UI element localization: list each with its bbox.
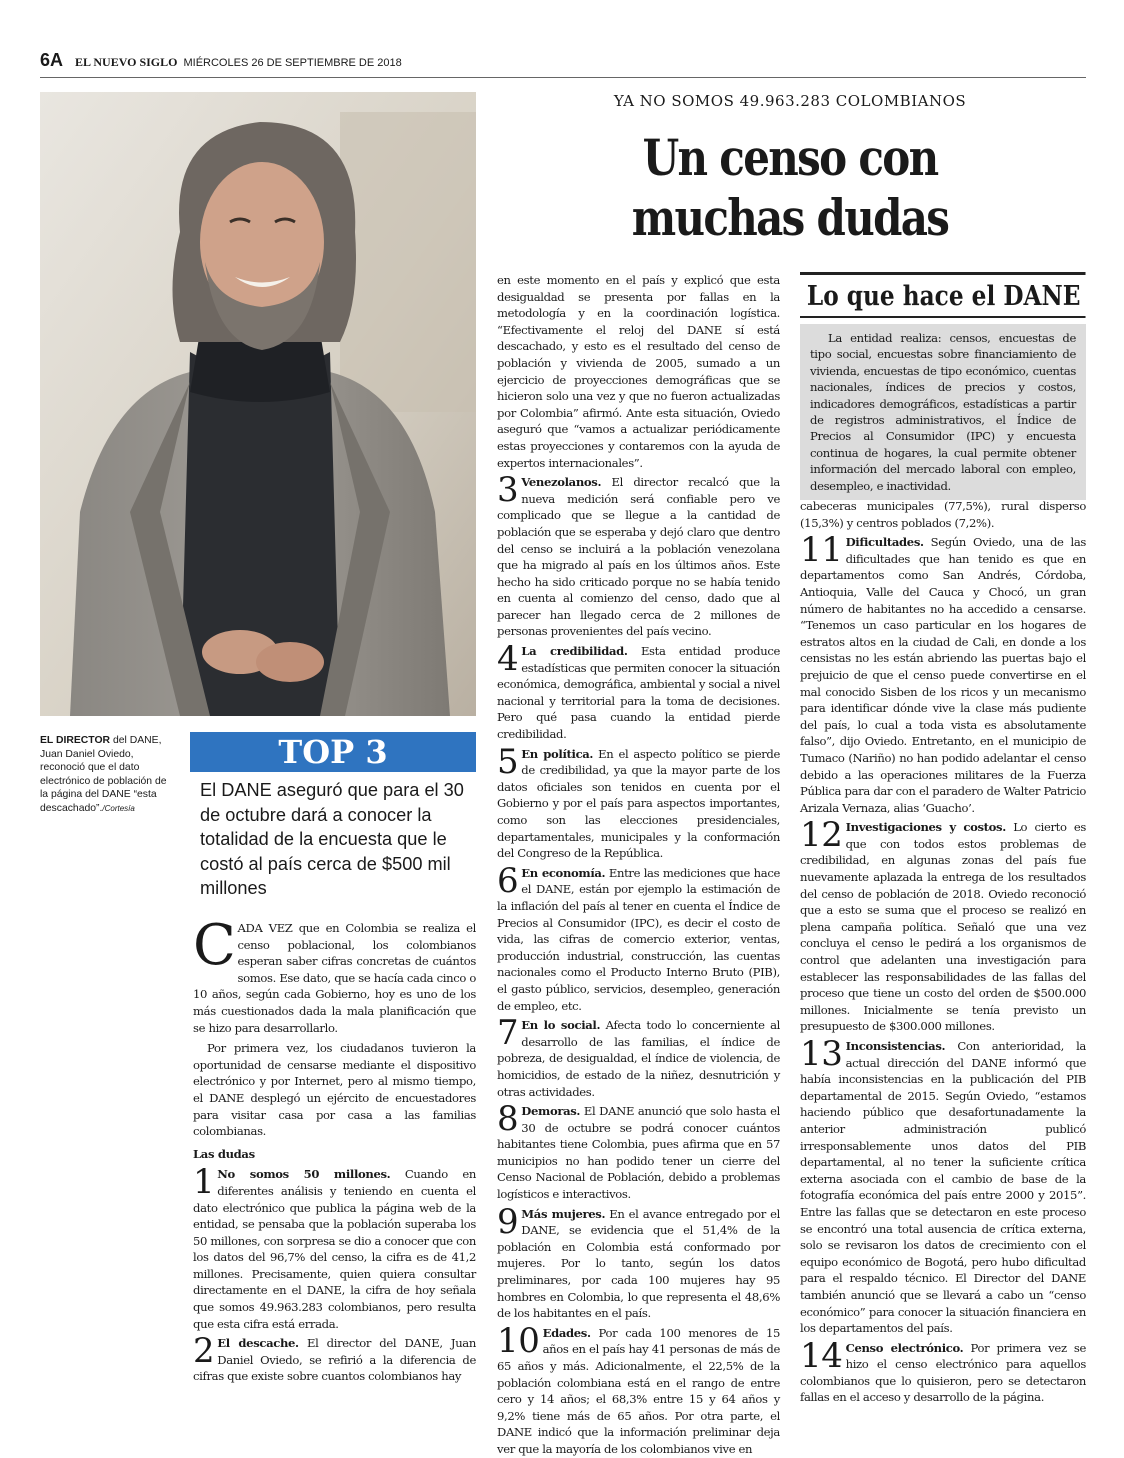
item-keyword: Más mujeres.: [521, 1206, 606, 1221]
sidebar-body: La entidad realiza: censos, encuestas de tipo social, encuestas sobre financiamiento de vivienda, encuestas de tipo económico, cuentas nacionales, índices de precios y costos, indicadores demográficos, estadísticas a partir de registros administrativos, el Índice de Precios al Consumidor (IPC) y encuesta continua de hogares, la cual permite obtener información del mercado laboral con empleo, desempleo, e inactividad.: [800, 324, 1086, 500]
list-item-9: 9 Más mujeres. En el avance entregado por el DANE, se evidencia que el 51,4% de la población en Colombia está conformado por mujeres. Por lo tanto, según los datos preliminares, por cada 100 mujeres hay 95 hombres en Colombia, lo que representa el 48,6% de los habitantes en el país.: [497, 1201, 780, 1321]
item-number: 10: [497, 1320, 540, 1361]
list-item-2: 2 El descache. El director del DANE, Juan Daniel Oviedo, se refirió a la diferencia de cifras que existe sobre cuantos colombianos hay: [193, 1331, 476, 1384]
article-column-2: [497, 272, 780, 1458]
list-item-5: 5 En política. En el aspecto político se pierde de credibilidad, ya que la mayor parte de los datos oficiales son tenidos en cuenta por el Gobierno y por el país para aspectos importantes, como son las elecciones presidenciales, departamentales, municipales y la conformación del Congreso de la República.: [497, 741, 780, 861]
kicker: YA NO SOMOS 49.963.283 COLOMBIANOS: [613, 92, 967, 110]
item-keyword: El descache.: [217, 1336, 299, 1351]
sidebar-title: Lo que hace el DANE: [800, 272, 1086, 318]
top3-text: El DANE aseguró que para el 30 de octubre dará a conocer la totalidad de la encuesta que le costó al país cerca de $500 mil millones: [200, 780, 464, 899]
list-item-1: 1 No somos 50 millones. Cuando en diferentes análisis y teniendo en cuenta el dato electrónico que publica la página web de la entidad, se pensaba que la población superaba los 50 millones, con sorpresa se dio a conocer que con los datos del 96,7% del censo, la cifra es de 41,2 millones. Precisamente, quien quiera consultar directamente en el DANE, la cifra de hoy señala que somos 49.963.283 colombianos, pero resulta que esta cifra está errada.: [193, 1162, 476, 1331]
item-number: 8: [497, 1099, 519, 1140]
list-item-4: 4 La credibilidad. Esta entidad produce estadísticas que permiten conocer la situación económica, demográfica, ambiental y social a nivel nacional y territorial para la toma de decisiones. Pero qué pasa cuando la entidad pierde credibilidad.: [497, 639, 780, 742]
item-number: 4: [497, 639, 519, 680]
item-number: 13: [800, 1034, 843, 1074]
item-keyword: Censo electrónico.: [845, 1340, 964, 1355]
item-keyword: Dificultades.: [845, 535, 924, 550]
item-number: 2: [193, 1331, 215, 1372]
drop-cap: C: [193, 913, 236, 978]
dane-sidebar: [800, 272, 1086, 493]
item-keyword: La credibilidad.: [521, 644, 628, 659]
item-keyword: Inconsistencias.: [845, 1039, 946, 1053]
item-keyword: Venezolanos.: [521, 475, 602, 490]
article-column-3: [800, 498, 1086, 1406]
top3-banner: TOP 3: [190, 732, 476, 772]
item-2-continuation: en este momento en el país y explicó que esta desigualdad se presenta por fallas en la metodología y en la coordinación logística. “Efectivamente el reloj del DANE sí está descachado, y esto es el resultado del censo de población y vivienda de 2005, sumado a un ejercicio de proyecciones demográficas que se hicieron solo una vez y que no fueron actualizadas por Colombia” afirmó. Ante esta situación, Oviedo aseguró que “vamos a actualizar periódicamente estas proyecciones y contaremos con la ayuda de expertos internacionales”.: [497, 273, 780, 470]
page-number: 6A: [40, 50, 64, 70]
item-keyword: Edades.: [542, 1325, 591, 1340]
item-keyword: En lo social.: [521, 1018, 601, 1033]
publication-name: EL NUEVO SIGLO: [75, 55, 178, 69]
item-keyword: No somos 50 millones.: [217, 1167, 391, 1182]
caption-credit: /Cortesía: [102, 803, 135, 813]
caption-lead: EL DIRECTOR: [40, 735, 111, 746]
list-item-3: 3 Venezolanos. El director recalcó que la nueva medición será confiable pero ve complicado que se llegue a la cantidad de población que se esperaba y dejó claro que dentro del censo se incluirá a la población venezolana que ha migrado al país en los últimos años. Este hecho ha sido criticado porque no se había tenido en cuenta al comienzo del censo, dado que al parecer han llegado cerca de 2 millones de personas provenientes del país vecino.: [497, 470, 780, 639]
dateline: MIÉRCOLES 26 DE SEPTIEMBRE DE 2018: [183, 57, 402, 69]
photo-caption: [40, 734, 176, 816]
item-10-continuation: cabeceras municipales (77,5%), rural disperso (15,3%) y centros poblados (7,2%).: [800, 499, 1086, 530]
list-item-11: 11 Dificultades. Según Oviedo, una de las dificultades que han tenido es que en departamentos como San Andrés, Córdoba, Antioquia, Valle del Cauca y Chocó, un gran número de habitantes no ha accedido a censarse. “Tenemos un caso particular en los hogares de estratos altos en la ciudad de Cali, en donde a los censistas no les están abriendo las puertas bajo el prejuicio de que el censo puede convertirse en el mal conocido Sisben de los ricos y un mecanismo para identificar dónde vive la clase más pudiente del país, lo cual a toda vista es absolutamente falso”, dijo Oviedo. Entretanto, en el municipio de Tumaco (Nariño) no han podido adelantar el censo debido a las operaciones militares de la Fuerza Pública para dar con el paradero de Walter Patricio Arizala Vernaza, alias ‘Guacho’.: [800, 530, 1086, 815]
headline-line-1: Un censo con: [642, 128, 938, 187]
subhead: Las dudas: [193, 1146, 255, 1161]
item-number: 14: [800, 1335, 843, 1376]
caption-text: del DANE, Juan Daniel Oviedo, reconoció que el dato electrónico de población de la página del DANE “esta descachado”.: [40, 735, 167, 814]
item-keyword: En economía.: [521, 865, 606, 880]
list-item-8: 8 Demoras. El DANE anunció que solo hasta el 30 de octubre se podrá conocer cuántos habitantes tiene Colombia, pues afirma que en 57 municipios no han podido tener un cierre del Censo Nacional de Población, debido a problemas logísticos e interactivos.: [497, 1099, 780, 1202]
list-item-7: 7 En lo social. Afecta todo lo concerniente al desarrollo de las familias, el índice de pobreza, de desigualdad, el índice de violencia, de homicidios, de estado de la niñez, desnutrición y otras actividades.: [497, 1013, 781, 1099]
item-number: 1: [193, 1162, 215, 1203]
item-keyword: Investigaciones y costos.: [845, 820, 1006, 835]
director-photo: [40, 92, 476, 716]
list-item-6: 6 En economía. Entre las mediciones que hace el DANE, están por ejemplo la estimación de la inflación del país al tener en cuenta el Índice de Precios al Consumidor (IPC), es decir el costo de vida, las cifras de comercio exterior, ventas, producción industrial, construcción, las cuentas nacionales como el Producto Interno Bruto (PIB), el gasto público, servicios, desempleo, generación de empleo, etc.: [497, 860, 781, 1013]
headline-line-2: muchas dudas: [631, 188, 949, 247]
article-column-1: [193, 913, 476, 1385]
headline: [614, 128, 967, 248]
list-item-12: 12 Investigaciones y costos. Lo cierto es que con todos estos problemas de credibilidad, en algunas zonas del país fue nuevamente aplazada la entrega de los resultados del censo de población de 2018. Oviedo reconoció que a esto se suma que el proceso se realizó en plena campaña política. Señaló que una vez concluya el censo le pedirá a los organismos de control que adelanten una investigación para establecer las responsabilidades de las fallas del proceso que tiene un costo del orden de $500.000 millones. Inicialmente se tenía previsto un presupuesto de $300.000 millones.: [800, 815, 1086, 1034]
list-item-13: 13 Inconsistencias. Con anterioridad, la actual dirección del DANE informó que había inconsistencias en la publicación del PIB departamental de 2015. Según Oviedo, “estamos haciendo público que desafortunadamente la anterior administración publicó irresponsablemente unos datos del PIB departamental, al no tener la suficiente crítica externa asociada con el cambio de base de la fotografía económica del país entre 2000 y 2015”. Entre las fallas que se detectaron en este proceso se encontró una total ausencia de crítica externa, solo se revisaron los datos de crecimiento con el equipo económico de Bogotá, pero hubo dificultad para el respaldo técnico. El Director del DANE también anunció que se llevará a cabo un “censo económico” para conocer la situación financiera en los departamentos del país.: [800, 1034, 1086, 1336]
portrait-illustration: [40, 92, 476, 716]
item-keyword: Demoras.: [521, 1104, 581, 1119]
item-number: 3: [497, 470, 519, 511]
item-number: 12: [800, 815, 843, 856]
page-header: [40, 50, 1086, 78]
item-number: 7: [497, 1013, 519, 1054]
item-keyword: En política.: [521, 746, 594, 761]
item-number: 6: [497, 860, 519, 901]
list-item-10: 10 Edades. Por cada 100 menores de 15 años en el país hay 41 personas de más de 65 años y más. Adicionalmente, el 22,5% de la población colombiana está en el rango de entre cero y 14 años; el 68,3% entre 15 y 64 años y 9,2% tiene más de 65 años. Por otra parte, el DANE indicó que la información preliminar deja ver que la mayoría de los colombianos vive en: [497, 1320, 780, 1456]
item-number: 11: [800, 530, 843, 571]
item-number: 5: [497, 741, 519, 782]
list-item-14: 14 Censo electrónico. Por primera vez se hizo el censo electrónico para aquellos colombianos que lo quisieron, pero se detectaron fallas en el acceso y desarrollo de la página.: [800, 1335, 1086, 1405]
intro-paragraph: CADA VEZ que en Colombia se realiza el censo poblacional, los colombianos esperan saber cifras concretas de cuántos somos. Ese dato, que se hacía cada cinco o 10 años, según cada Gobierno, hoy es uno de los más cuestionados dada la mala planificación que se hizo para desarrollarlo.: [193, 913, 476, 1035]
item-number: 9: [497, 1201, 519, 1242]
intro-paragraph-2: Por primera vez, los ciudadanos tuvieron la oportunidad de censarse mediante el dispositivo electrónico y por Internet, pero al mismo tiempo, el DANE desplegó un ejército de encuestadores para visitar casa por casa a las familias colombianas.: [193, 1041, 476, 1139]
